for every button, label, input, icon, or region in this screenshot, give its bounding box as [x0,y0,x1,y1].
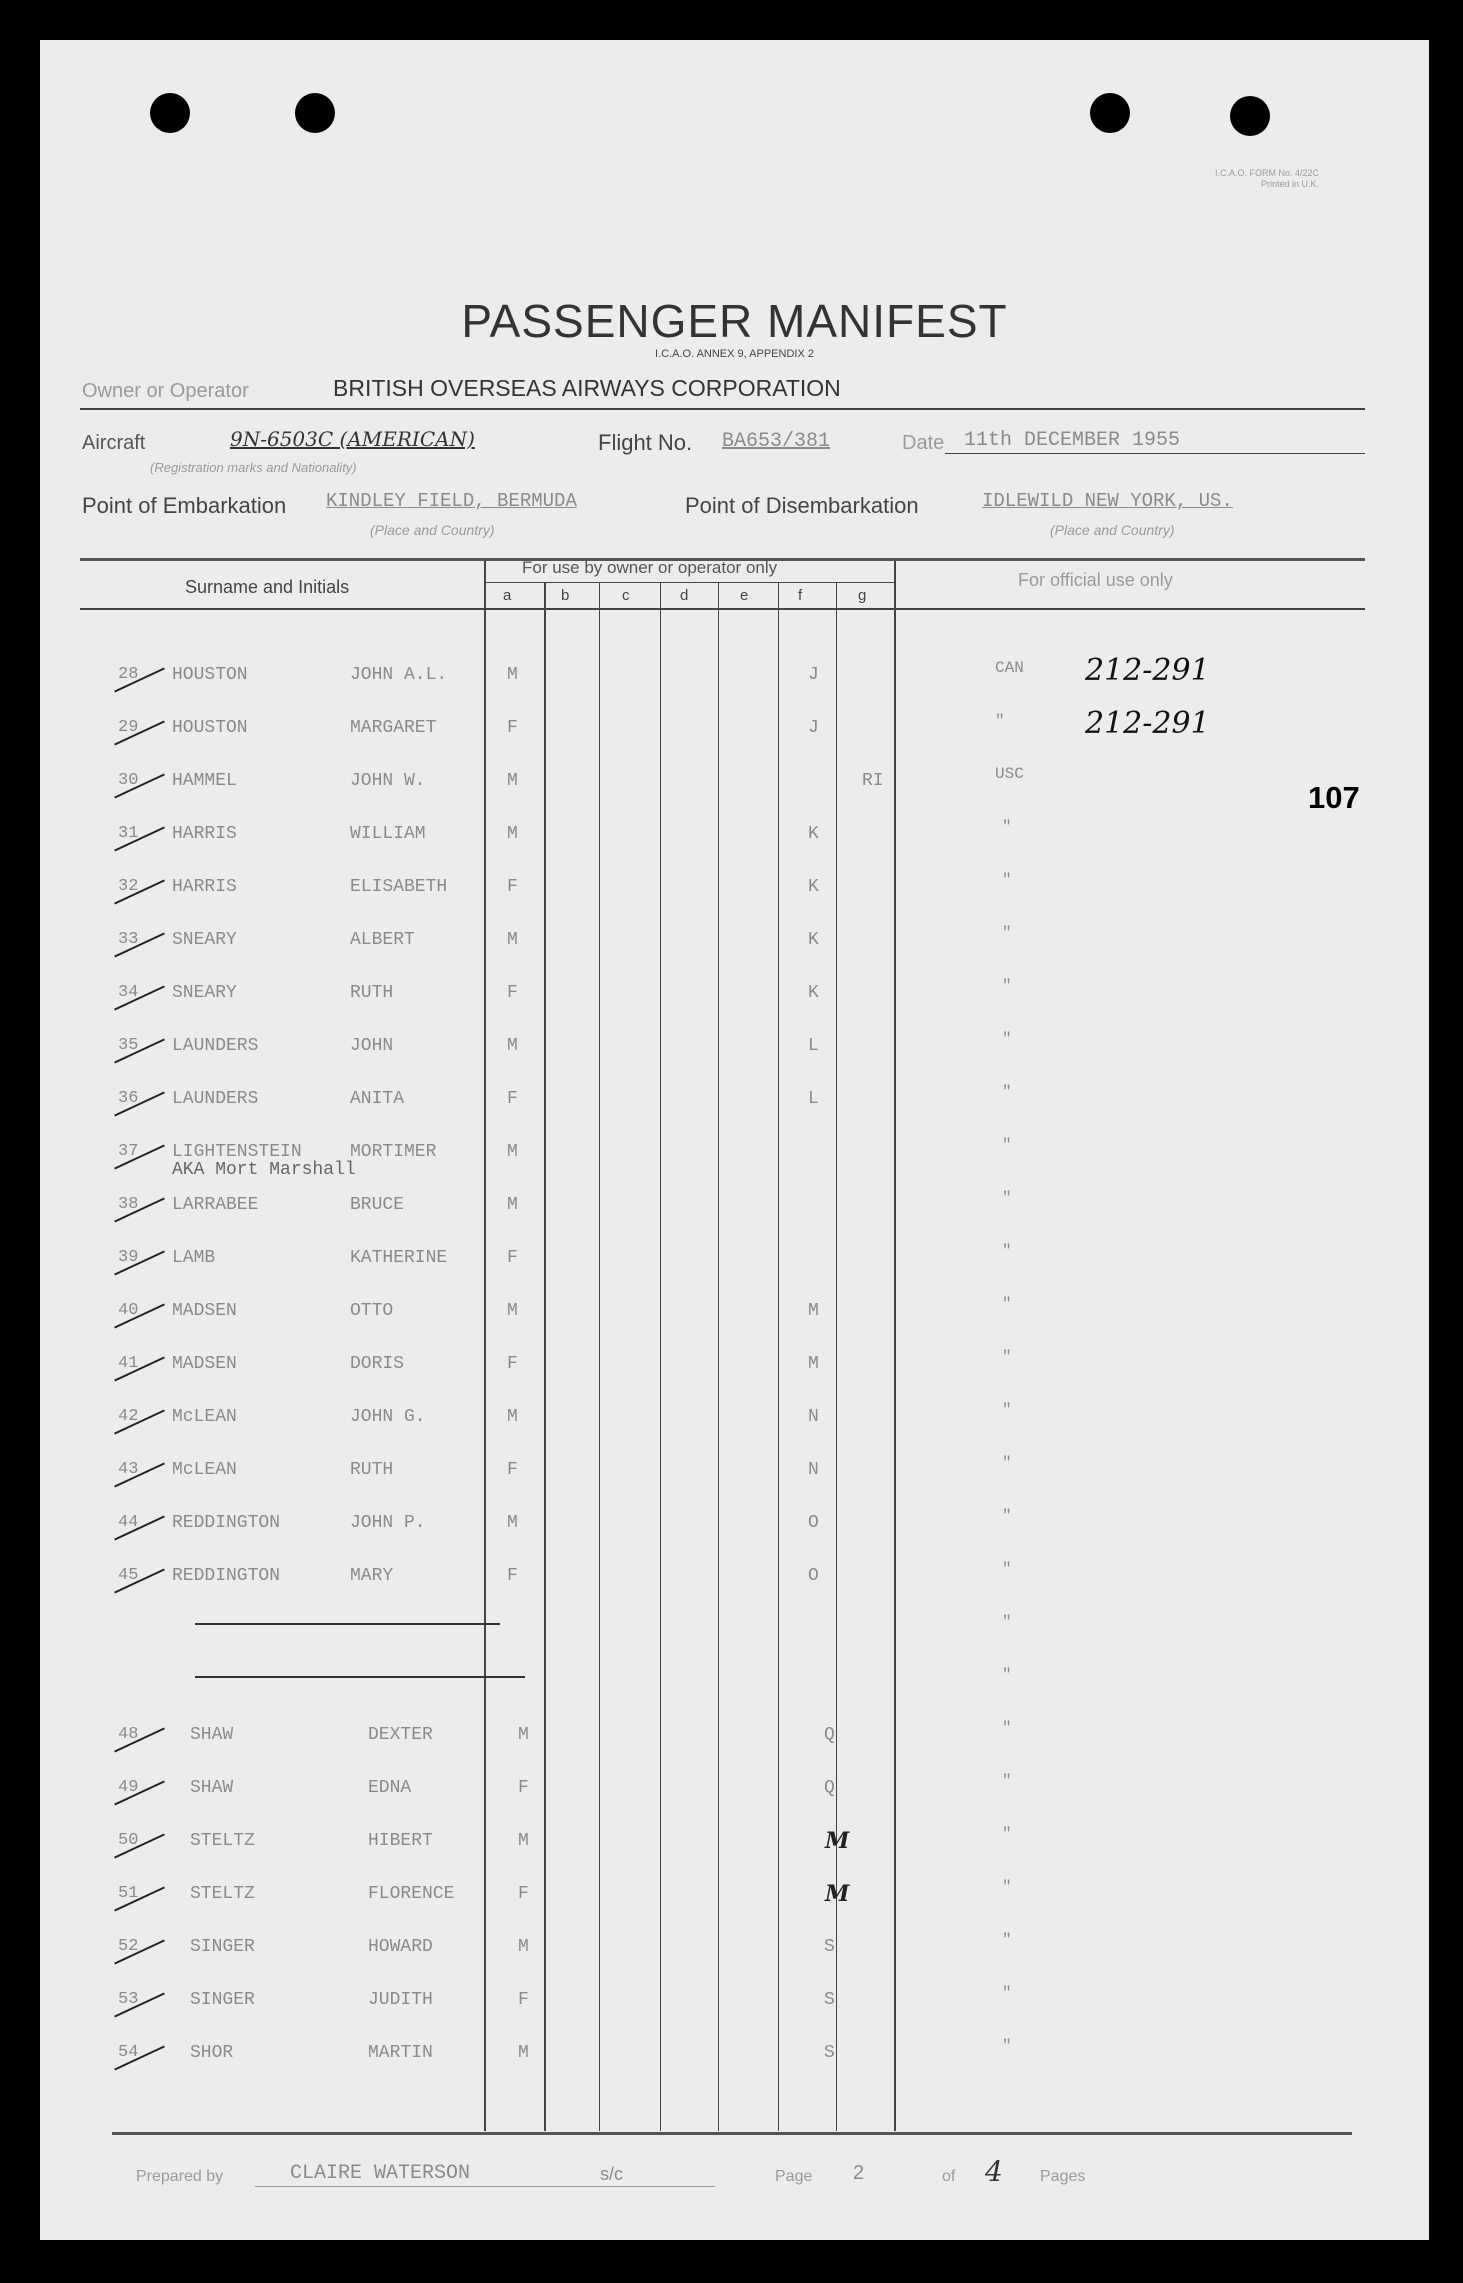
col-a-value: M [518,1725,529,1745]
passenger-surname: LAUNDERS [172,1089,259,1109]
official-value: " [1002,1242,1012,1260]
of-value: 4 [985,2155,1003,2188]
col-f-value: O [808,1566,819,1586]
official-value: " [1002,1136,1012,1154]
passenger-given: RUTH [350,1460,394,1480]
col-a-value: M [518,2043,529,2063]
col-a-value: F [507,983,518,1003]
passenger-given: BRUCE [350,1195,405,1215]
row-number: 40 [118,1301,139,1320]
official-value: " [1002,1984,1012,2002]
official-value: " [1002,1878,1012,1896]
owner-underline [80,408,1365,410]
passenger-given: RUTH [350,983,394,1003]
pages-label: Pages [1040,2168,1086,2185]
passenger-surname: HOUSTON [172,665,248,685]
col-a-value: M [507,1142,518,1162]
flight-label: Flight No. [598,430,693,455]
official-value: " [1002,1507,1012,1525]
row-number: 32 [118,877,139,896]
passenger-surname: STELTZ [190,1831,255,1851]
col-f-value: K [808,877,819,897]
official-value: " [1002,977,1012,995]
passenger-surname: SHAW [190,1778,234,1798]
passenger-surname: SNEARY [172,930,237,950]
row-number: 44 [118,1513,139,1532]
page-stamp: 107 [1308,780,1360,815]
disembark-note: (Place and Country) [1050,522,1175,538]
disembark-label: Point of Disembarkation [685,493,919,518]
col-f-value: M [825,1881,850,1907]
flight-value: BA653/381 [722,430,831,453]
sub-col-g: g [858,587,867,604]
sub-col-b: b [561,587,570,604]
col-f-value: N [808,1407,819,1427]
passenger-surname: LARRABEE [172,1195,259,1215]
sub-col-f: f [798,587,803,604]
col-a-value: M [518,1937,529,1957]
aircraft-label: Aircraft [82,432,146,454]
manifest-sheet [40,40,1429,2240]
official-value: CAN [995,659,1024,677]
form-ref [1215,168,1319,190]
col-a-value: F [507,718,518,738]
prepared-label: Prepared by [136,2168,224,2185]
col-f-value: N [808,1460,819,1480]
col-line-name [484,561,486,2131]
prepared-underline [255,2186,715,2187]
official-value: " [1002,1401,1012,1419]
official-value: " [1002,1825,1012,1843]
col-a-value: F [507,1460,518,1480]
row-number: 54 [118,2043,139,2062]
table-header-rule [80,608,1365,610]
passenger-given: JOHN A.L. [350,665,448,685]
aircraft-note: (Registration marks and Nationality) [150,460,357,475]
passenger-given: JUDITH [368,1990,433,2010]
aircraft-underline [945,453,1365,454]
row-number: 35 [118,1036,139,1055]
col-a-value: M [507,771,518,791]
passenger-surname: SINGER [190,1937,255,1957]
col-a-value: M [507,1195,518,1215]
passenger-given: KATHERINE [350,1248,448,1268]
col-line-g [894,561,896,2131]
official-value: " [1002,871,1012,889]
passenger-surname: SNEARY [172,983,237,1003]
page-title: PASSENGER MANIFEST [461,295,1008,347]
official-value: " [1002,818,1012,836]
col-a-value: M [507,1407,518,1427]
passenger-surname: HOUSTON [172,718,248,738]
official-value: " [995,712,1005,730]
page-subtitle: I.C.A.O. ANNEX 9, APPENDIX 2 [655,348,814,360]
alias-note: AKA Mort Marshall [172,1160,356,1180]
col-f-value: O [808,1513,819,1533]
official-value: " [1002,1666,1012,1684]
row-number: 49 [118,1778,139,1797]
of-label: of [942,2168,956,2185]
col-line-a [544,583,546,2131]
passenger-surname: McLEAN [172,1407,237,1427]
col-f-value: M [808,1301,819,1321]
row-number: 29 [118,718,139,737]
punch-hole-1 [150,93,190,133]
passenger-surname: MADSEN [172,1354,237,1374]
row-number: 34 [118,983,139,1002]
official-value: " [1002,2037,1012,2055]
passenger-surname: SHAW [190,1725,234,1745]
passenger-surname: LAMB [172,1248,216,1268]
passenger-given: MARY [350,1566,394,1586]
col-a-value: M [507,1036,518,1056]
page-value: 2 [853,2162,865,2184]
official-value: " [1002,1719,1012,1737]
passenger-given: FLORENCE [368,1884,455,1904]
official-value: " [1002,1772,1012,1790]
official-value: USC [995,765,1024,783]
page-label: Page [775,2168,813,2185]
col-f-value: S [824,1937,835,1957]
passenger-surname: LAUNDERS [172,1036,259,1056]
aircraft-value: 9N-6503C (AMERICAN) [230,427,475,451]
col-a-value: F [507,1248,518,1268]
col-a-value: F [507,1566,518,1586]
form-ref-line1: I.C.A.O. FORM No. 4/22C [1214,168,1319,178]
sub-col-a: a [503,587,512,604]
row-number: 41 [118,1354,139,1373]
col-f-value: J [808,665,819,685]
embark-value: KINDLEY FIELD, BERMUDA [326,490,577,512]
col-line-d [718,583,719,2131]
passenger-surname: HAMMEL [172,771,237,791]
official-handwritten: 212-291 [1085,653,1210,688]
passenger-given: ELISABETH [350,877,448,897]
passenger-given: WILLIAM [350,824,426,844]
row-number: 45 [118,1566,139,1585]
owner-label: Owner or Operator [82,380,249,402]
col-f-value: Q [824,1725,835,1745]
disembark-value: IDLEWILD NEW YORK, US. [982,490,1233,512]
official-value: " [1002,1613,1012,1631]
passenger-given: JOHN W. [350,771,426,791]
prepared-suffix: s/c [600,2164,624,2184]
passenger-surname: REDDINGTON [172,1566,281,1586]
col-f-value: L [808,1089,819,1109]
col-a-value: F [518,1884,529,1904]
col-a-value: F [507,1089,518,1109]
passenger-given: JOHN P. [350,1513,426,1533]
row-number: 39 [118,1248,139,1267]
passenger-surname: SHOR [190,2043,234,2063]
struck-entry-line [195,1676,525,1678]
footer-top-rule [112,2132,1352,2135]
date-value: 11th DECEMBER 1955 [964,429,1181,452]
col-line-e [778,583,779,2131]
passenger-surname: MADSEN [172,1301,237,1321]
col-f-value: S [824,2043,835,2063]
passenger-surname: HARRIS [172,824,237,844]
passenger-given: DEXTER [368,1725,433,1745]
row-number: 38 [118,1195,139,1214]
col-a-value: F [507,1354,518,1374]
owner-value: BRITISH OVERSEAS AIRWAYS CORPORATION [333,375,841,401]
row-number: 36 [118,1089,139,1108]
passenger-surname: SINGER [190,1990,255,2010]
row-number: 48 [118,1725,139,1744]
form-ref-line2: Printed in U.K. [1260,179,1319,189]
row-number: 52 [118,1937,139,1956]
row-number: 33 [118,930,139,949]
official-value: " [1002,1295,1012,1313]
row-number: 31 [118,824,139,843]
passenger-given: JOHN [350,1036,394,1056]
row-number: 30 [118,771,139,790]
official-value: " [1002,1454,1012,1472]
row-number: 53 [118,1990,139,2009]
row-number: 43 [118,1460,139,1479]
col-f-value: M [808,1354,819,1374]
passenger-given: HOWARD [368,1937,433,1957]
passenger-surname: REDDINGTON [172,1513,281,1533]
passenger-surname: McLEAN [172,1460,237,1480]
row-number: 51 [118,1884,139,1903]
col-a-value: F [507,877,518,897]
col-f-value: L [808,1036,819,1056]
col-a-value: M [507,1301,518,1321]
passenger-given: OTTO [350,1301,394,1321]
passenger-given: ANITA [350,1089,405,1109]
col-header-name: Surname and Initials [185,577,350,597]
col-a-value: M [507,1513,518,1533]
passenger-given: DORIS [350,1354,405,1374]
col-a-value: M [518,1831,529,1851]
row-number: 28 [118,665,139,684]
official-value: " [1002,1560,1012,1578]
passenger-given: EDNA [368,1778,412,1798]
col-f-value: Q [824,1778,835,1798]
embark-label: Point of Embarkation [82,493,287,518]
col-header-operator: For use by owner or operator only [522,558,778,577]
col-f-value: K [808,824,819,844]
passenger-given: HIBERT [368,1831,433,1851]
col-a-value: F [518,1990,529,2010]
official-value: " [1002,1189,1012,1207]
col-a-value: M [507,824,518,844]
struck-entry-line [195,1623,500,1625]
passenger-surname: LIGHTENSTEIN [172,1142,302,1162]
sub-col-e: e [740,587,749,604]
passenger-surname: HARRIS [172,877,237,897]
col-a-value: M [507,930,518,950]
col-header-official: For official use only [1018,570,1173,590]
official-value: " [1002,1083,1012,1101]
official-value: " [1002,1030,1012,1048]
prepared-value: CLAIRE WATERSON [290,2162,471,2185]
punch-hole-2 [295,93,335,133]
official-value: " [1002,1348,1012,1366]
col-f-value: S [824,1990,835,2010]
passenger-given: ALBERT [350,930,415,950]
passenger-given: MORTIMER [350,1142,437,1162]
official-handwritten: 212-291 [1085,706,1210,741]
col-g-value: RI [862,771,884,791]
punch-hole-3 [1090,93,1130,133]
row-number: 50 [118,1831,139,1850]
sub-col-d: d [680,587,689,604]
embark-note: (Place and Country) [370,522,495,538]
row-number: 37 [118,1142,139,1161]
official-value: " [1002,1931,1012,1949]
col-line-c [660,583,661,2131]
passenger-given: MARGARET [350,718,437,738]
date-label: Date [902,432,945,454]
col-a-value: F [518,1778,529,1798]
passenger-surname: STELTZ [190,1884,255,1904]
col-f-value: K [808,930,819,950]
col-f-value: J [808,718,819,738]
passenger-given: MARTIN [368,2043,433,2063]
punch-hole-4 [1230,96,1270,136]
passenger-given: JOHN G. [350,1407,426,1427]
col-f-value: K [808,983,819,1003]
col-line-b [599,583,600,2131]
official-value: " [1002,924,1012,942]
col-a-value: M [507,665,518,685]
col-f-value: M [825,1828,850,1854]
sub-col-c: c [622,587,630,604]
row-number: 42 [118,1407,139,1426]
